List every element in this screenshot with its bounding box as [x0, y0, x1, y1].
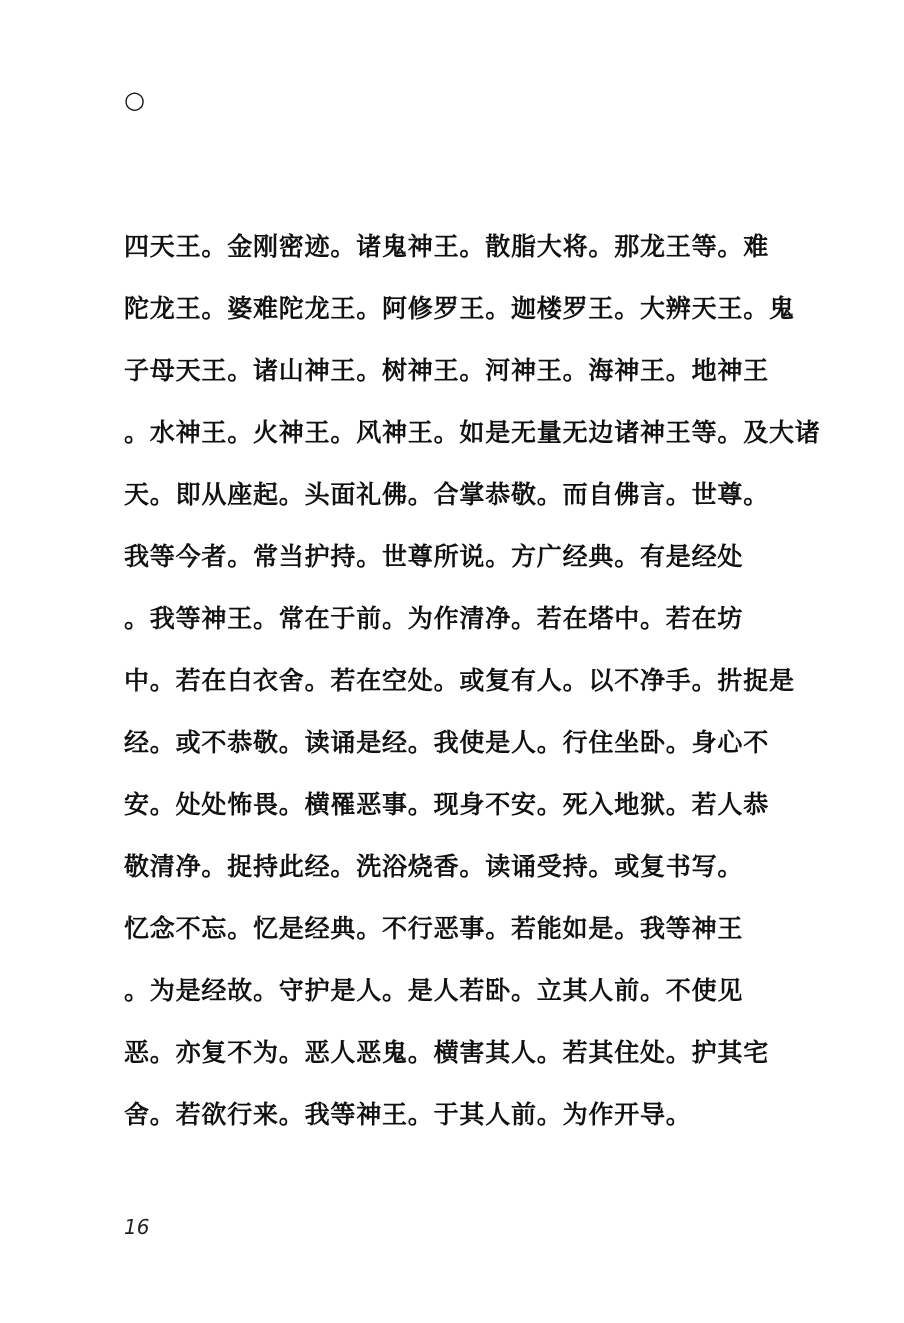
- scripture-text-block: [124, 225, 821, 1155]
- text-line: 敬清净。捉持此经。洗浴烧香。读诵受持。或复书写。: [124, 852, 744, 881]
- text-line: 陀龙王。婆难陀龙王。阿修罗王。迦楼罗王。大辨天王。鬼: [124, 294, 795, 323]
- text-line: 四天王。金刚密迹。诸鬼神王。散脂大将。那龙王等。难: [124, 232, 770, 261]
- text-line: 忆念不忘。忆是经典。不行恶事。若能如是。我等神王: [124, 914, 744, 943]
- page-number: 16: [124, 1215, 150, 1239]
- text-line: 我等今者。常当护持。世尊所说。方广经典。有是经处: [124, 542, 744, 571]
- text-line: 经。或不恭敬。读诵是经。我使是人。行住坐卧。身心不: [124, 728, 770, 757]
- top-circle-mark: ○: [124, 86, 145, 114]
- text-line: 恶。亦复不为。恶人恶鬼。横害其人。若其住处。护其宅: [124, 1038, 770, 1067]
- text-line: 舍。若欲行来。我等神王。于其人前。为作开导。: [124, 1100, 692, 1129]
- text-line: 天。即从座起。头面礼佛。合掌恭敬。而自佛言。世尊。: [124, 480, 770, 509]
- text-line: 子母天王。诸山神王。树神王。河神王。海神王。地神王: [124, 356, 770, 385]
- text-line: 。我等神王。常在于前。为作清净。若在塔中。若在坊: [124, 604, 744, 633]
- text-line: 中。若在白衣舍。若在空处。或复有人。以不净手。扸捉是: [124, 666, 795, 695]
- text-line: 。为是经故。守护是人。是人若卧。立其人前。不使见: [124, 976, 744, 1005]
- text-line: 。水神王。火神王。风神王。如是无量无边诸神王等。及大诸: [124, 418, 821, 447]
- text-line: 安。处处怖畏。横罹恶事。现身不安。死入地狱。若人恭: [124, 790, 770, 819]
